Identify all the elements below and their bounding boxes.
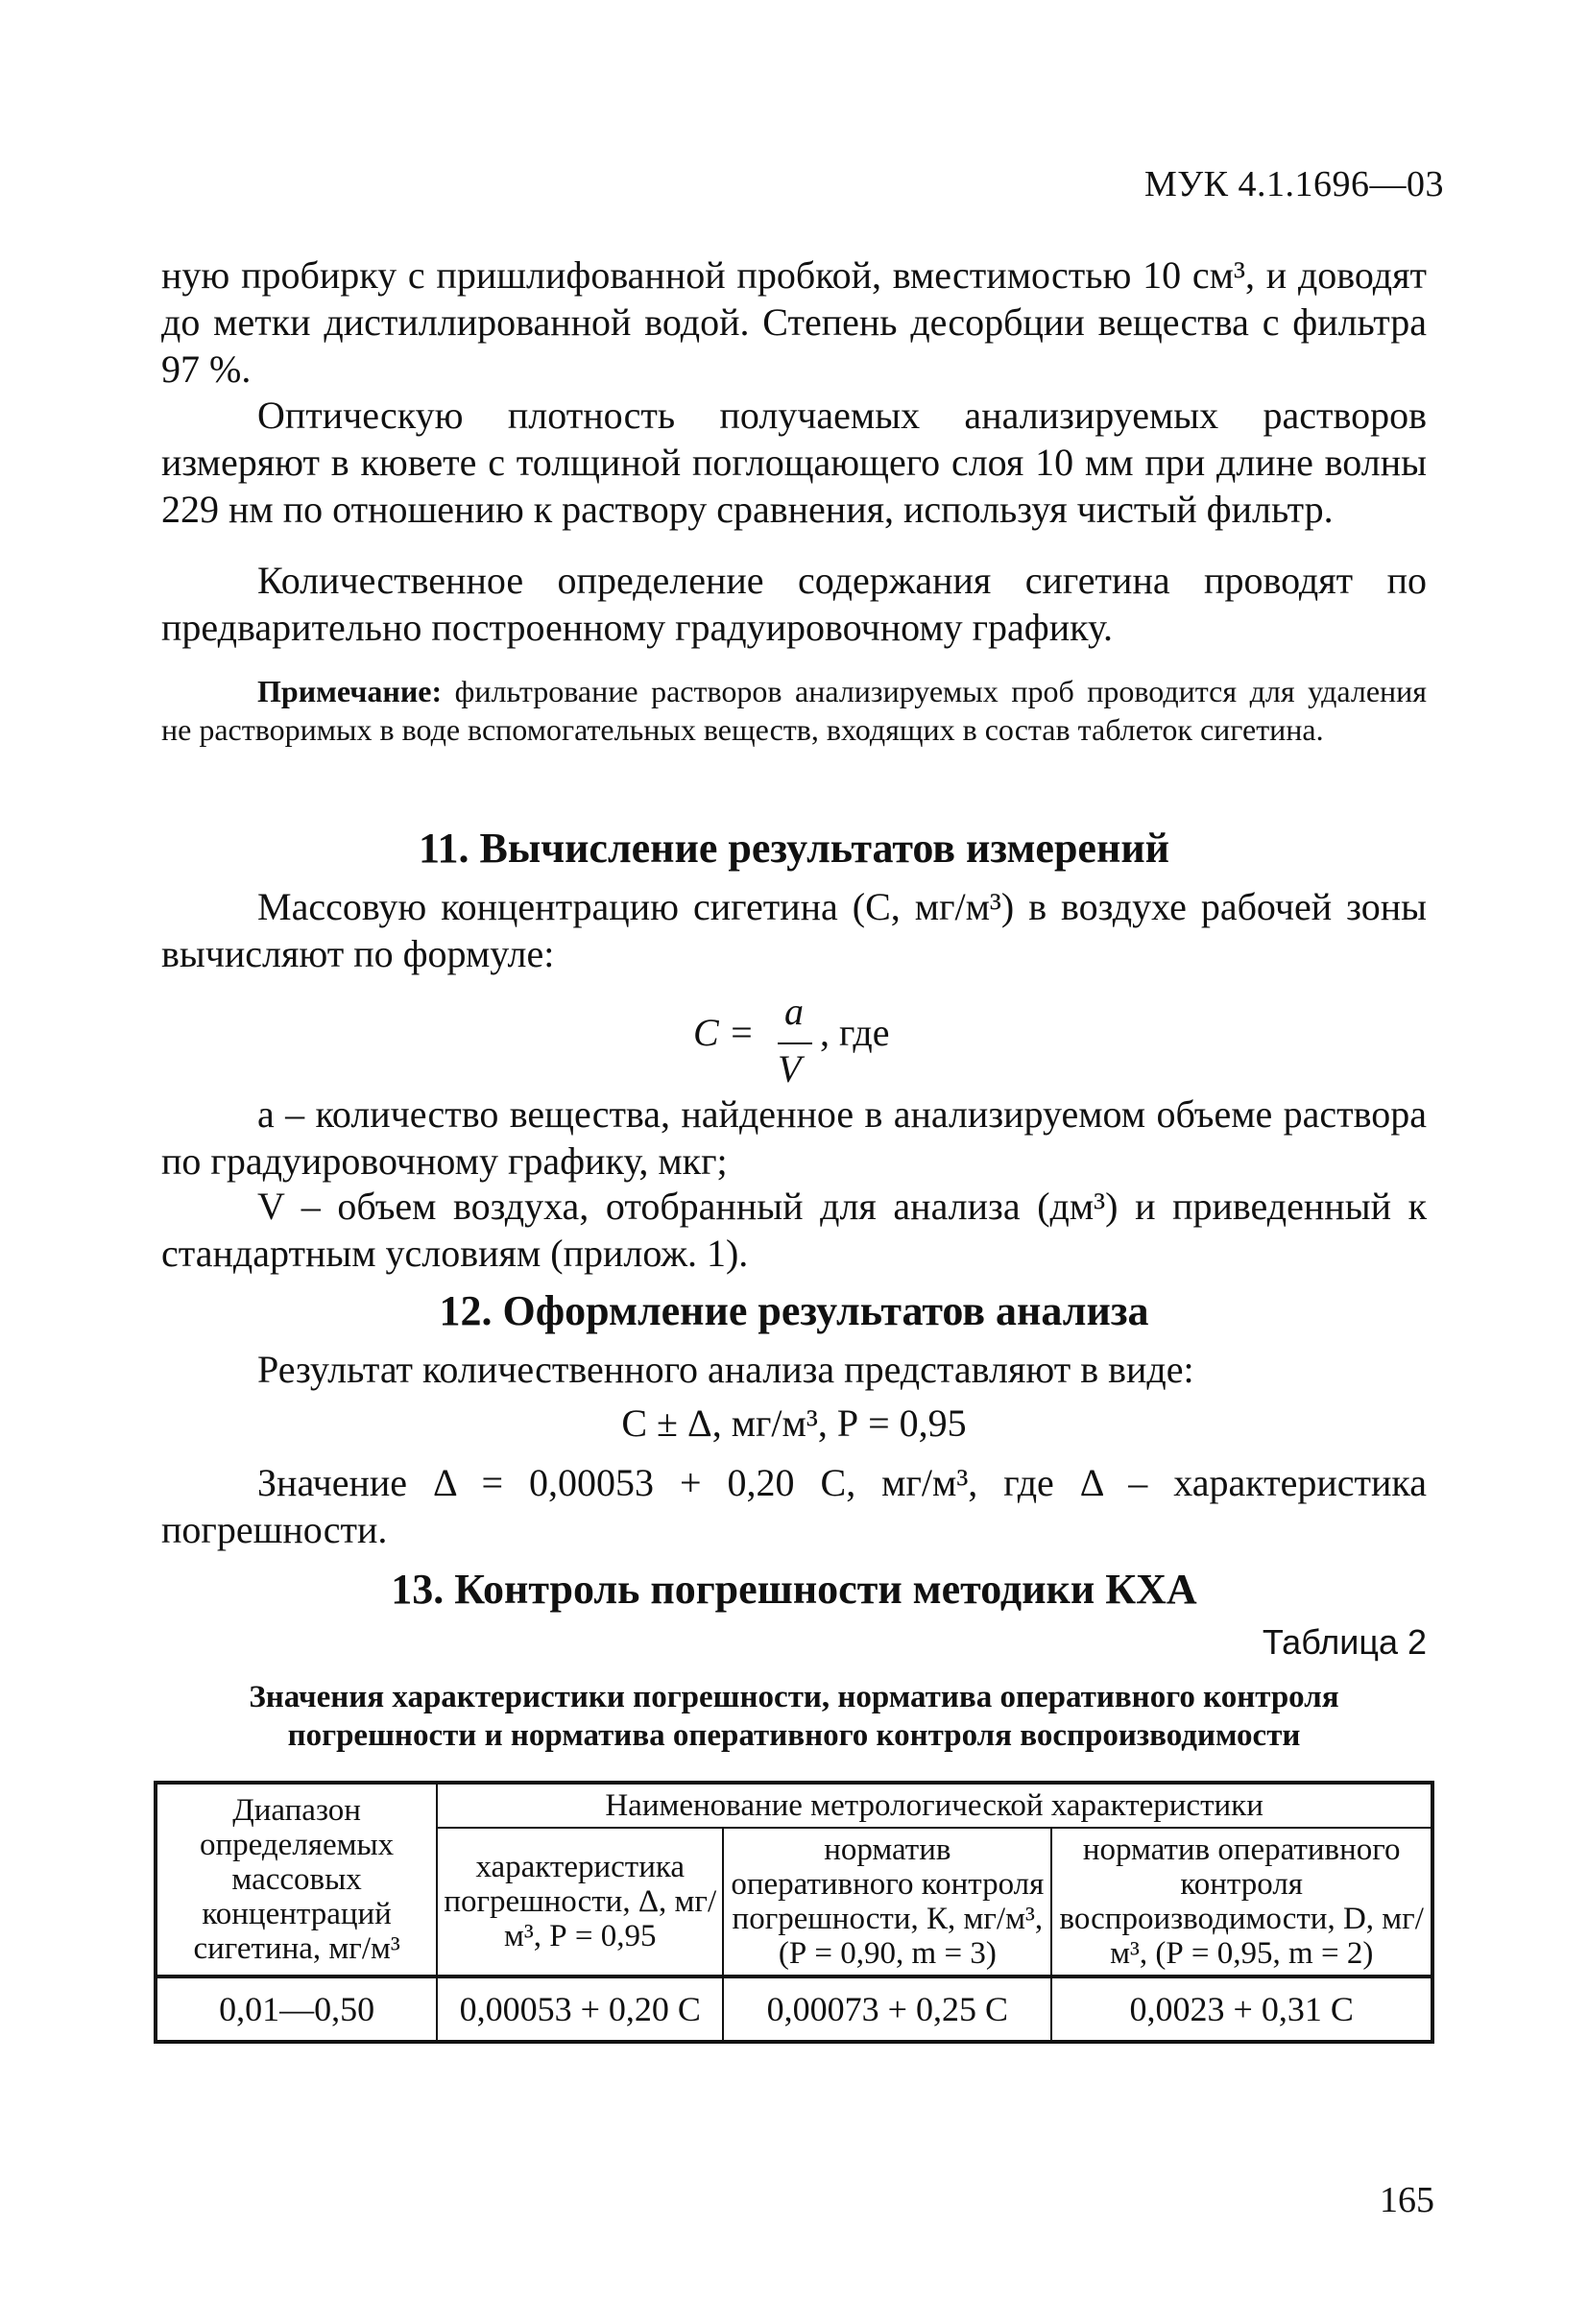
cell-error: 0,00053 + 0,20 С [437, 1977, 723, 2042]
header-reproducibility-control: норматив оперативного контроля воспроизводимости, D, мг/м³, (Р = 0,95, m = 2) [1051, 1828, 1432, 1977]
table-header-row [156, 1783, 1432, 1828]
paragraph-desorption: ную пробирку с пришлифованной пробкой, вместимостью 10 см³, и доводят до метки дистиллированной водой. Степень десорбции вещества с фильтра 97 %. [161, 253, 1427, 391]
section-12-heading: 12. Оформление результатов анализа [439, 1287, 1149, 1334]
note [161, 672, 1427, 749]
document-code: МУК 4.1.1696—03 [1143, 164, 1444, 204]
table-row [156, 1977, 1432, 2042]
formula-denominator: V [778, 1047, 802, 1090]
section-11-heading: 11. Вычисление результатов измерений [418, 825, 1170, 872]
table-title: Значения характеристики погрешности, норматива оперативного контроля погрешности и норматива оперативного контроля воспроизводимости [249, 1680, 1339, 1753]
note-label: Примечание: [257, 674, 443, 708]
metrology-table [154, 1781, 1434, 2044]
formula-lhs: С = [693, 1011, 755, 1054]
cell-reproducibility: 0,0023 + 0,31 С [1051, 1977, 1432, 2042]
section-13-heading: 13. Контроль погрешности методики КХА [391, 1566, 1197, 1613]
delta-value-text: Значение Δ = 0,00053 + 0,20 С, мг/м³, где Δ – характеристика погрешности. [161, 1461, 1427, 1551]
paragraph-quantitative: Количественное определение содержания сигетина проводят по предварительно построенному градуировочному графику. [161, 559, 1427, 649]
section-11-intro: Массовую концентрацию сигетина (С, мг/м³) в воздухе рабочей зоны вычисляют по формуле: [161, 885, 1427, 975]
header-error-control: норматив оперативного контроля погрешности, К, мг/м³, (Р = 0,90, m = 3) [723, 1828, 1051, 1977]
definition-v: V – объем воздуха, отобранный для анализа (дм³) и приведенный к стандартным условиям (прилож. 1). [161, 1185, 1427, 1275]
section-12-intro: Результат количественного анализа представляют в виде: [257, 1348, 1194, 1391]
header-error-characteristic: характеристика погрешности, Δ, мг/м³, Р = 0,95 [437, 1828, 723, 1977]
result-formula: С ± Δ, мг/м³, Р = 0,95 [621, 1402, 967, 1445]
definition-a: а – количество вещества, найденное в анализируемом объеме раствора по градуировочному графику, мкг; [161, 1092, 1427, 1183]
cell-range: 0,01—0,50 [156, 1977, 437, 2042]
cell-error-control: 0,00073 + 0,25 С [723, 1977, 1051, 2042]
fraction-bar [778, 1042, 812, 1044]
formula-suffix: , где [820, 1011, 890, 1054]
header-group: Наименование метрологической характеристики [437, 1783, 1432, 1828]
header-range: Диапазон определяемых массовых концентраций сигетина, мг/м³ [156, 1783, 437, 1977]
paragraph-optical-density: Оптическую плотность получаемых анализируемых растворов измеряют в кювете с толщиной поглощающего слоя 10 мм при длине волны 229 нм по отношению к раствору сравнения, используя чистый фильтр. [161, 394, 1427, 531]
formula-numerator: а [784, 990, 804, 1033]
table-label: Таблица 2 [1262, 1622, 1427, 1662]
note-text: фильтрование растворов анализируемых проб проводится для удаления не растворимых в воде вспомогательных веществ, входящих в состав таблеток сигетина. [161, 674, 1427, 747]
concentration-formula [693, 989, 895, 1094]
page-number: 165 [1380, 2180, 1434, 2220]
